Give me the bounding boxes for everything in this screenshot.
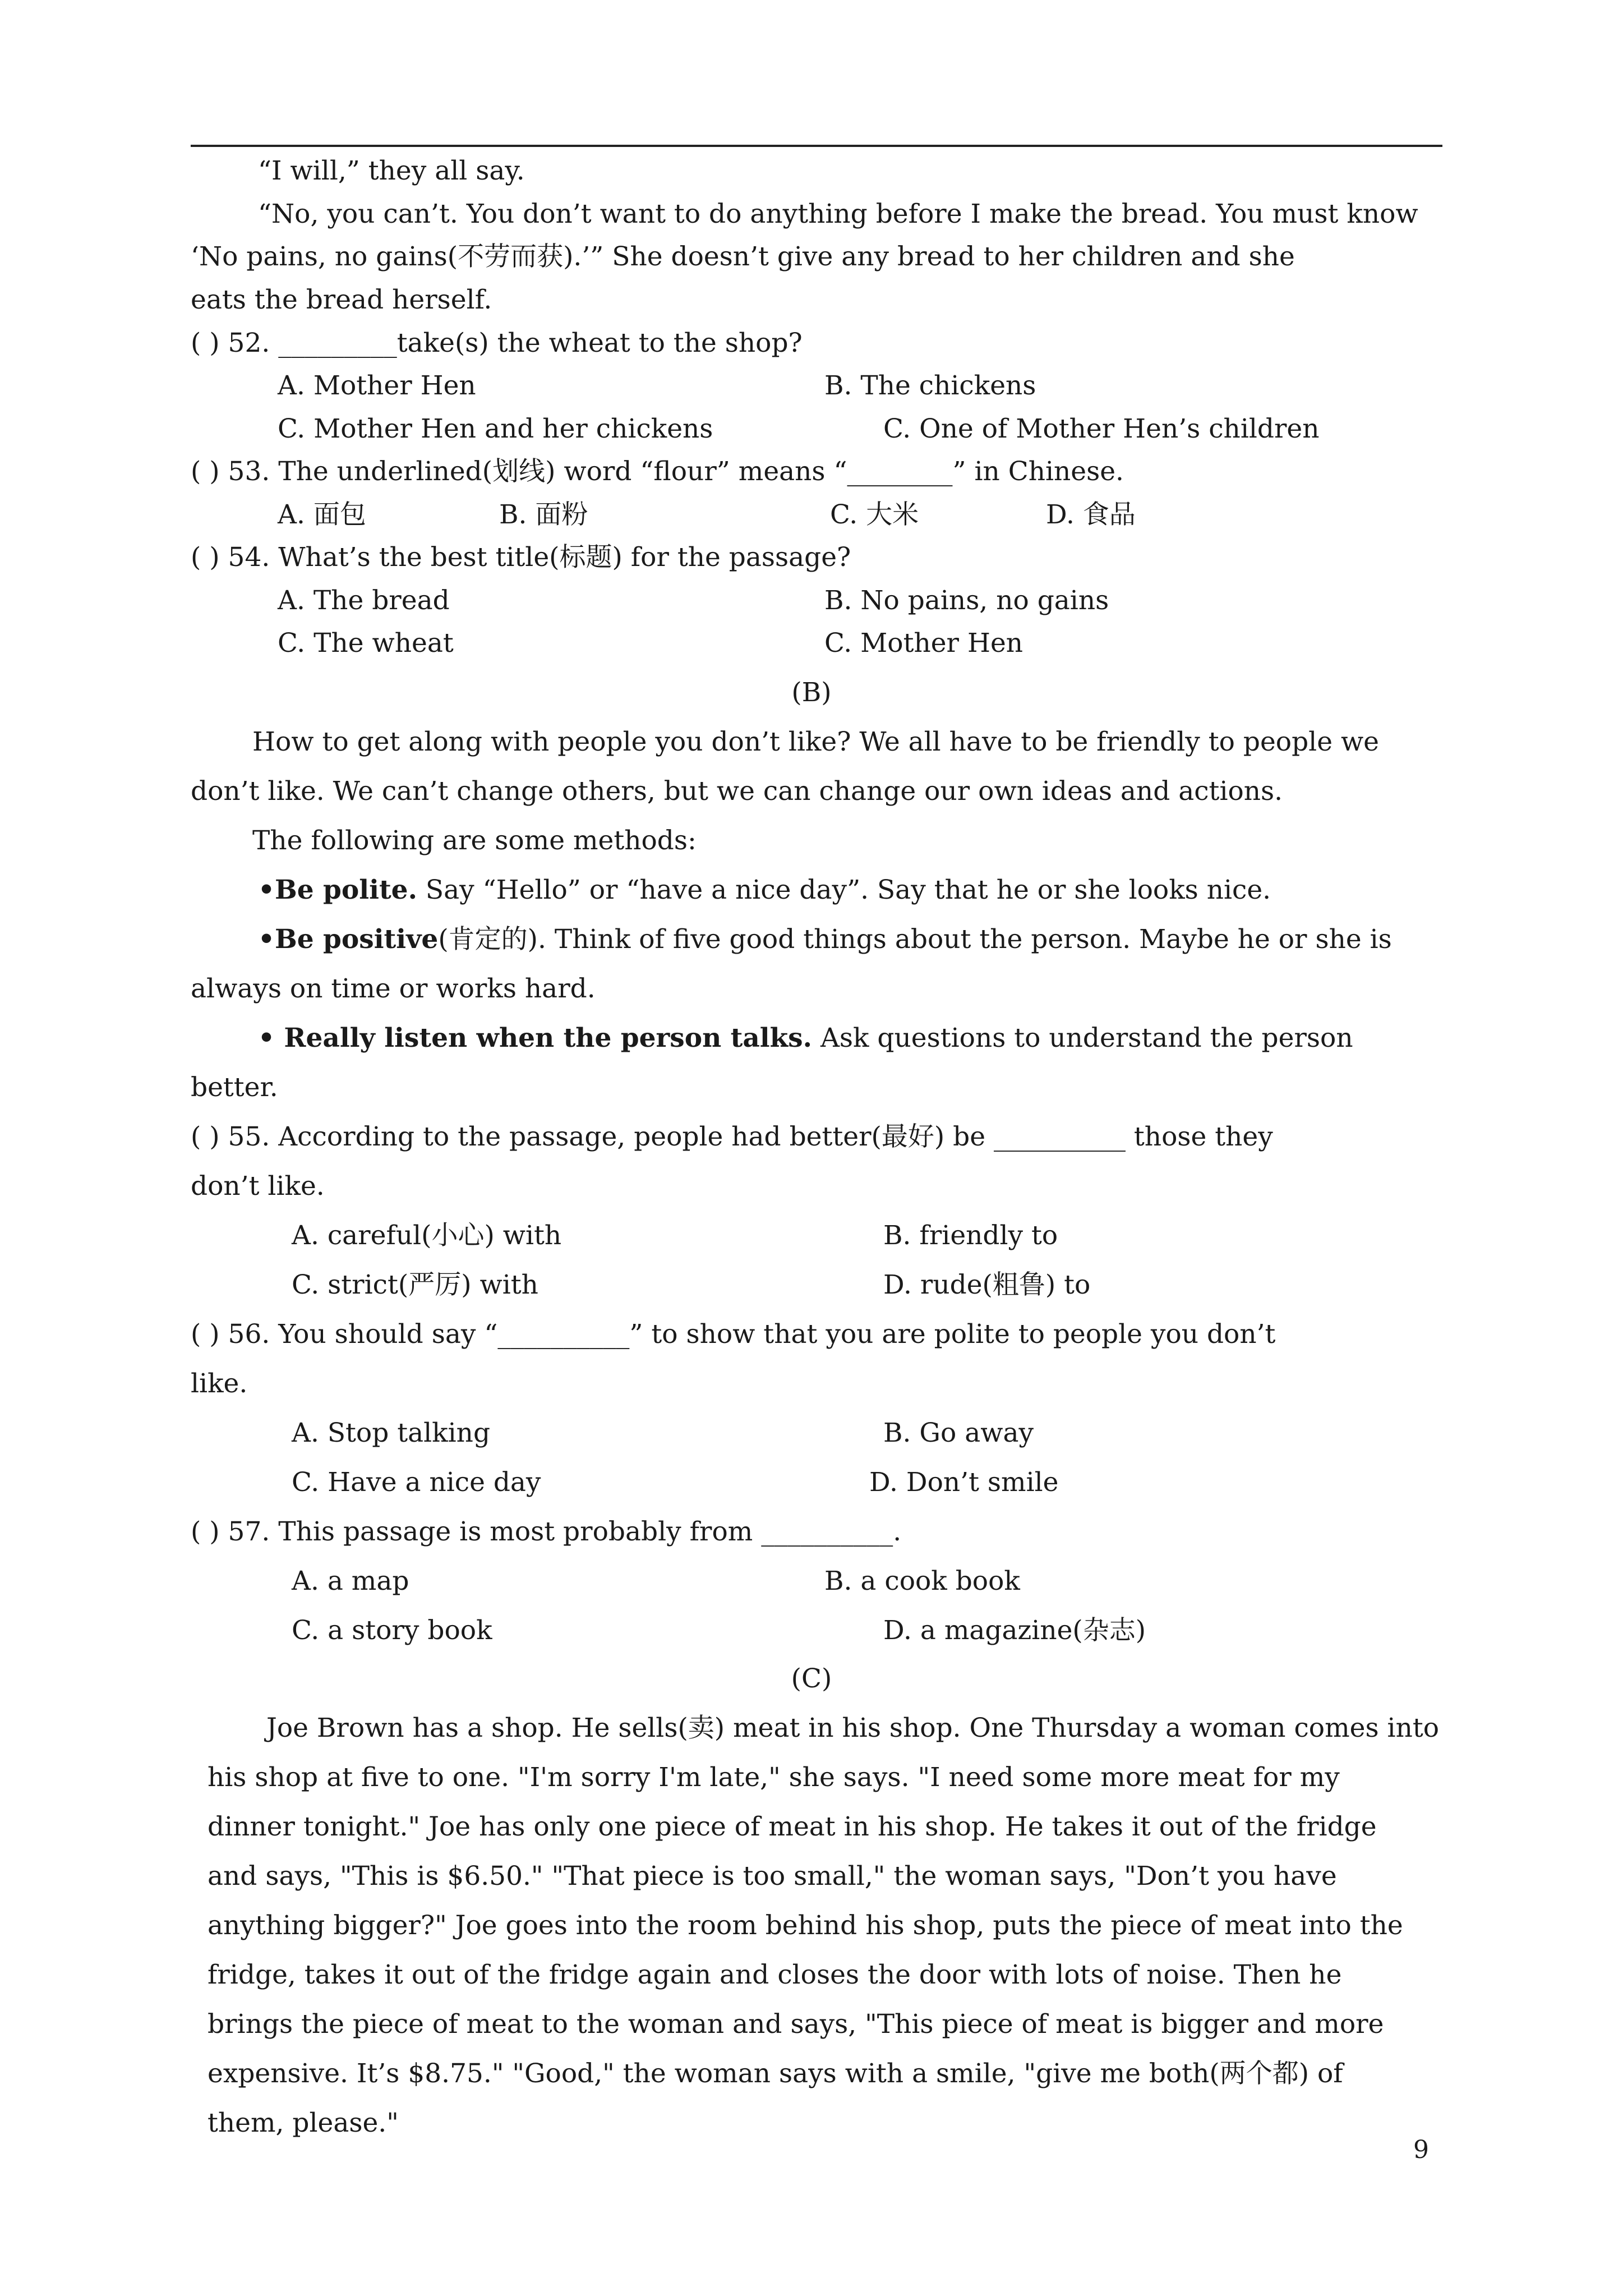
question-54-option-d: C. Mother Hen <box>824 628 1023 659</box>
question-57-option-c: C. a story book <box>292 1615 492 1646</box>
question-54-stem: ( ) 54. What’s the best title(标题) for the passage? <box>191 542 851 573</box>
header-rule <box>191 145 1442 147</box>
section-b-paragraph-line: better. <box>191 1072 278 1103</box>
section-b-paragraph-line: The following are some methods: <box>252 825 697 856</box>
section-c-paragraph-line: and says, "This is $6.50." "That piece is too small," the woman says, "Don’t you have <box>208 1861 1337 1892</box>
question-55-option-b: B. friendly to <box>883 1220 1058 1251</box>
section-b-paragraph-line: don’t like. We can’t change others, but we can change our own ideas and actions. <box>191 776 1283 807</box>
section-c-paragraph-line: expensive. It’s $8.75." "Good," the woman says with a smile, "give me both(两个都) of <box>208 2058 1343 2089</box>
question-54-option-c: C. The wheat <box>278 628 454 659</box>
question-52-option-d: C. One of Mother Hen’s children <box>883 413 1320 444</box>
question-53-stem: ( ) 53. The underlined(划线) word “flour” means “________” in Chinese. <box>191 456 1124 487</box>
question-53-option-d: D. 食品 <box>1046 499 1136 530</box>
question-56-option-a: A. Stop talking <box>292 1418 491 1448</box>
section-b-paragraph-line: always on time or works hard. <box>191 973 596 1004</box>
section-c-paragraph-line: Joe Brown has a shop. He sells(卖) meat in his shop. One Thursday a woman comes into <box>266 1713 1440 1743</box>
section-c-paragraph-line: his shop at five to one. "I'm sorry I'm late," she says. "I need some more meat for my <box>208 1762 1340 1793</box>
question-55-stem: ( ) 55. According to the passage, people had better(最好) be __________ those they <box>191 1121 1273 1152</box>
question-56-stem: ( ) 56. You should say “__________” to show that you are polite to people you don’t <box>191 1319 1276 1350</box>
question-56-option-b: B. Go away <box>883 1418 1034 1448</box>
passage-a-line: ‘No pains, no gains(不劳而获).’” She doesn’t give any bread to her children and she <box>191 241 1295 272</box>
method-text: Say “Hello” or “have a nice day”. Say that he or she looks nice. <box>417 875 1271 905</box>
passage-a-line: “I will,” they all say. <box>258 155 525 186</box>
question-53-option-a: A. 面包 <box>278 499 366 530</box>
question-55-option-a: A. careful(小心) with <box>292 1220 562 1251</box>
question-53-option-b: B. 面粉 <box>499 499 588 530</box>
method-be-polite <box>258 873 1271 907</box>
section-c-paragraph-line: fridge, takes it out of the fridge again and closes the door with lots of noise. Then he <box>208 1959 1342 1990</box>
section-c-paragraph-line: dinner tonight." Joe has only one piece of meat in his shop. He takes it out of the fridge <box>208 1811 1377 1842</box>
method-text: Ask questions to understand the person <box>812 1023 1353 1053</box>
section-b-paragraph-line: How to get along with people you don’t like? We all have to be friendly to people we <box>252 726 1379 757</box>
question-57-option-b: B. a cook book <box>824 1566 1020 1596</box>
question-55-option-c: C. strict(严厉) with <box>292 1269 538 1300</box>
method-be-positive <box>258 923 1392 956</box>
question-52-option-b: B. The chickens <box>824 370 1036 401</box>
method-text: (肯定的). Think of five good things about the person. Maybe he or she is <box>438 924 1392 955</box>
question-57-option-d: D. a magazine(杂志) <box>883 1615 1146 1646</box>
question-52-option-c: C. Mother Hen and her chickens <box>278 413 713 444</box>
question-55-option-d: D. rude(粗鲁) to <box>883 1269 1091 1300</box>
question-55-stem-continued: don’t like. <box>191 1171 325 1202</box>
page-number: 9 <box>1413 2136 1429 2164</box>
section-c-paragraph-line: brings the piece of meat to the woman and says, "This piece of meat is bigger and more <box>208 2009 1384 2040</box>
passage-a-line: “No, you can’t. You don’t want to do anything before I make the bread. You must know <box>258 199 1418 229</box>
method-title: • Really listen when the person talks. <box>258 1023 813 1053</box>
section-c-paragraph-line: anything bigger?" Joe goes into the room behind his shop, puts the piece of meat into the <box>208 1910 1403 1941</box>
question-52-stem: ( ) 52. _________take(s) the wheat to the shop? <box>191 328 803 358</box>
question-52-option-a: A. Mother Hen <box>278 370 476 401</box>
question-53-option-c: C. 大米 <box>830 499 919 530</box>
method-title: •Be positive <box>258 924 439 955</box>
question-56-option-d: D. Don’t smile <box>869 1467 1059 1498</box>
question-54-option-a: A. The bread <box>278 585 450 616</box>
section-c-paragraph-line: them, please." <box>208 2108 399 2138</box>
question-57-option-a: A. a map <box>292 1566 409 1596</box>
section-b-heading: (B) <box>791 677 832 708</box>
question-56-option-c: C. Have a nice day <box>292 1467 541 1498</box>
question-57-stem: ( ) 57. This passage is most probably from __________. <box>191 1516 902 1547</box>
question-54-option-b: B. No pains, no gains <box>824 585 1109 616</box>
section-c-heading: (C) <box>791 1663 832 1694</box>
method-really-listen <box>258 1022 1353 1055</box>
method-title: •Be polite. <box>258 875 417 905</box>
passage-a-line: eats the bread herself. <box>191 284 492 315</box>
question-56-stem-continued: like. <box>191 1368 248 1399</box>
